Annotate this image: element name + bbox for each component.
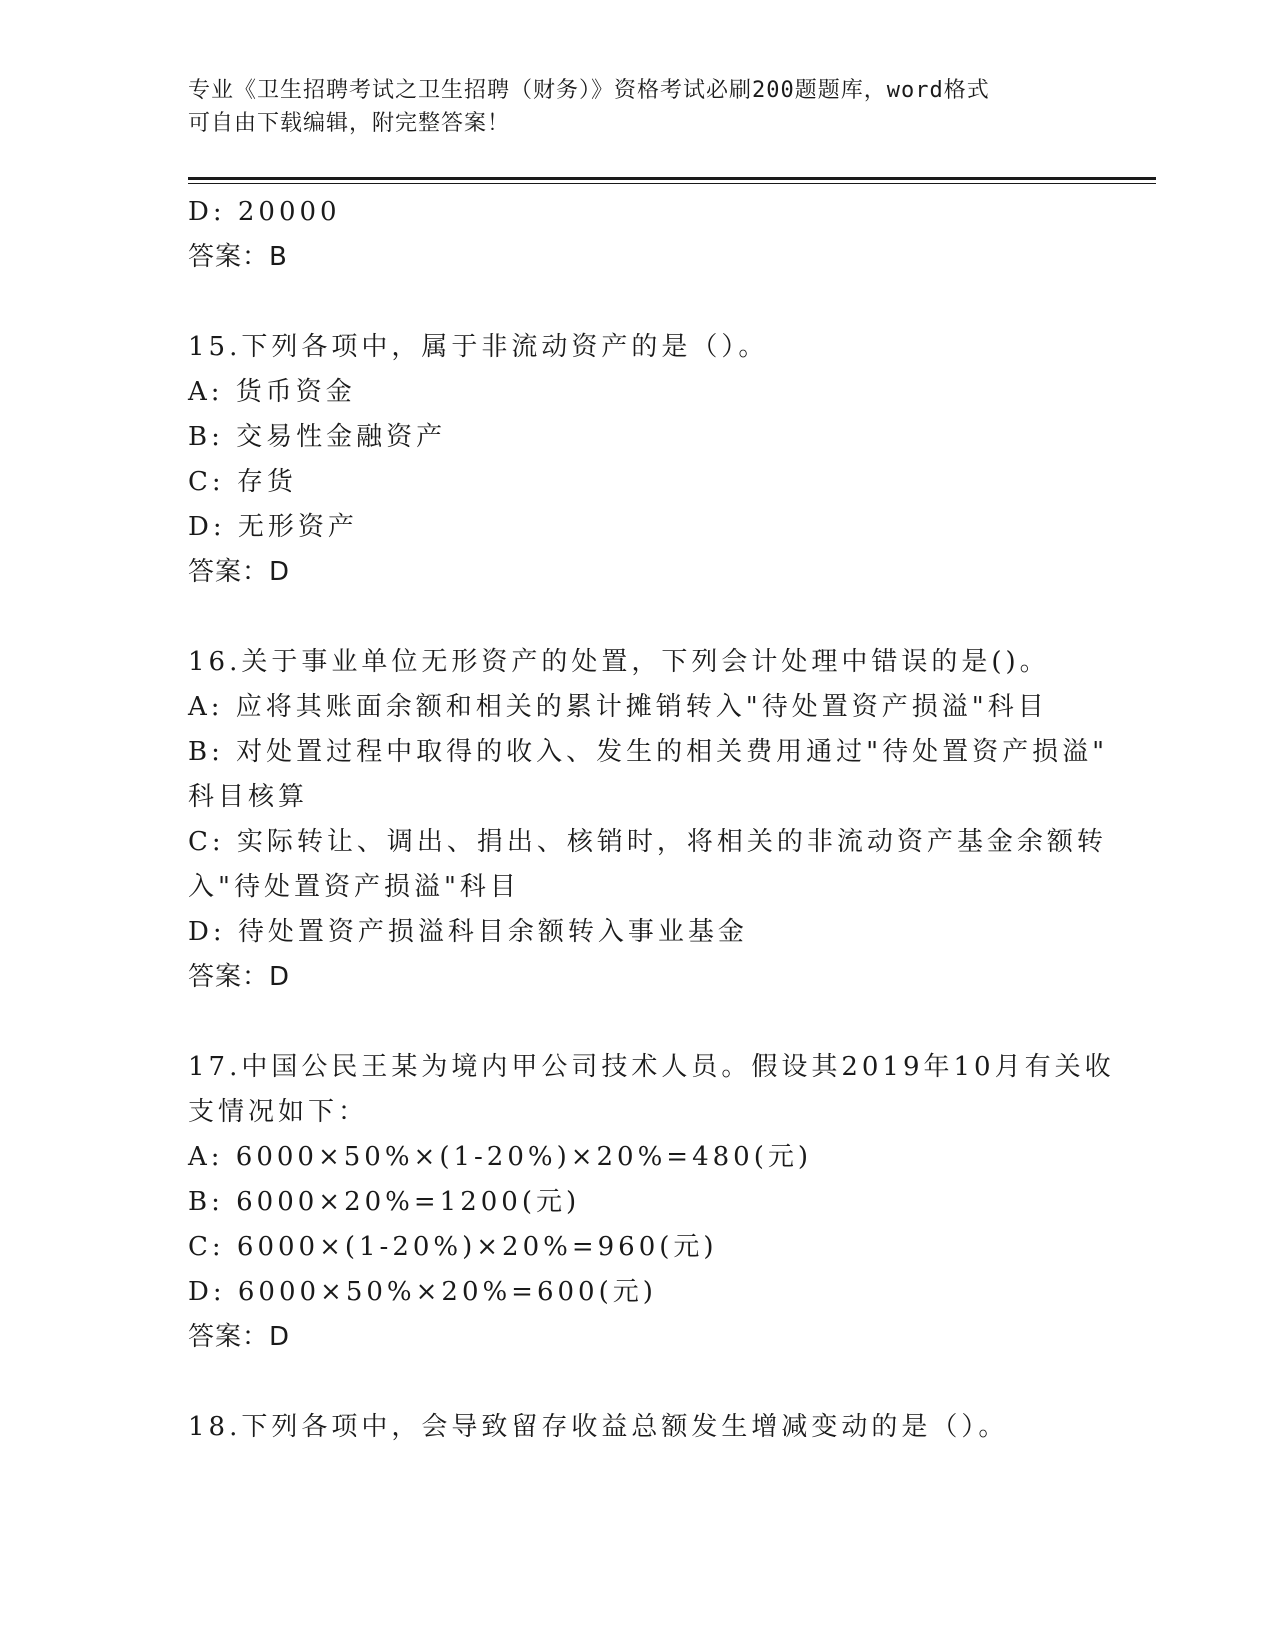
text-line: D: 20000 [188,197,341,227]
document-header [188,74,1068,140]
answer-line: 答案：D [188,557,291,587]
question-list [188,190,1115,1450]
text-line: B: 6000×20%=1200(元) [188,1187,581,1217]
header-divider-thick [188,177,1156,180]
text-line: C: 存货 [188,467,297,497]
text-line: B: 对处置过程中取得的收入、发生的相关费用通过"待处置资产损溢" [188,737,1109,767]
text-line: C: 6000×(1-20%)×20%=960(元) [188,1232,718,1262]
answer-line: 答案：D [188,1322,291,1352]
text-line: 15.下列各项中，属于非流动资产的是（）。 [188,332,769,362]
text-line: A: 货币资金 [188,377,356,407]
spacer [188,595,1088,640]
text-line: A: 6000×50%×(1-20%)×20%=480(元) [188,1142,813,1172]
text-line: D: 待处置资产损溢科目余额转入事业基金 [188,917,748,947]
text-line: C: 实际转让、调出、捐出、核销时，将相关的非流动资产基金余额转 [188,827,1107,857]
spacer [188,280,1088,325]
header-line-2: 可自由下载编辑，附完整答案！ [188,111,511,136]
text-line: 16.关于事业单位无形资产的处置，下列会计处理中错误的是()。 [188,647,1050,677]
text-line: A: 应将其账面余额和相关的累计摊销转入"待处置资产损溢"科目 [188,692,1048,722]
text-line: B: 交易性金融资产 [188,422,447,452]
text-line: D: 无形资产 [188,512,358,542]
header-divider-thin [188,183,1156,184]
text-line: 入"待处置资产损溢"科目 [188,872,520,902]
text-line: D: 6000×50%×20%=600(元) [188,1277,657,1307]
text-line: 18.下列各项中，会导致留存收益总额发生增减变动的是（）。 [188,1412,1009,1442]
header-line-1: 专业《卫生招聘考试之卫生招聘（财务）》资格考试必刷200题题库，word格式 [188,78,990,103]
text-line: 支情况如下： [188,1097,369,1127]
text-line: 17.中国公民王某为境内甲公司技术人员。假设其2019年10月有关收 [188,1052,1115,1082]
answer-line: 答案：B [188,242,288,272]
spacer [188,1360,1088,1405]
spacer [188,1000,1088,1045]
answer-line: 答案：D [188,962,291,992]
text-line: 科目核算 [188,782,309,812]
